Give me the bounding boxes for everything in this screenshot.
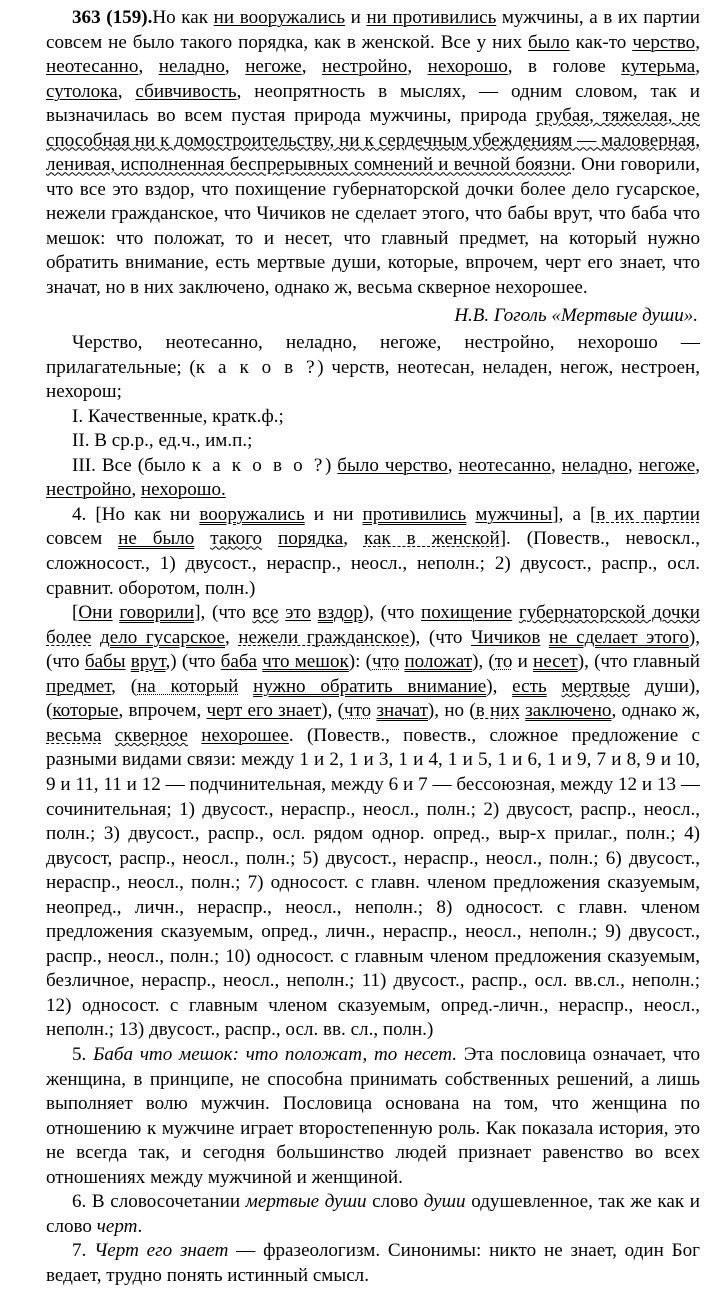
text-run: ),	[486, 675, 513, 697]
item-7-marker: 7.	[72, 1240, 87, 1262]
marked-run-u1: сутолока	[46, 80, 118, 102]
marked-run-u2: противились	[362, 503, 467, 525]
roman-3-pre: Все (было	[95, 454, 192, 476]
item-5-marker: 5.	[72, 1043, 87, 1065]
item-6-c: одушевленное, так же как и слово	[46, 1191, 700, 1237]
text-run: совсем	[46, 528, 119, 550]
marked-run-ut: на который	[137, 675, 239, 697]
text-run: и	[345, 7, 367, 28]
marked-run-u1: неладно	[158, 56, 225, 78]
marked-run-uw: все	[252, 602, 279, 624]
underlined-member: было черство	[337, 454, 448, 476]
underlined-member: неотесанно	[458, 454, 551, 476]
text-run: , (	[111, 675, 138, 697]
text-run: , однако ж,	[611, 700, 700, 722]
marked-run-u2: заключено	[525, 700, 612, 722]
roman-numeral-1: I.	[72, 405, 84, 427]
text-run: ,	[301, 56, 323, 78]
text-run	[101, 725, 114, 746]
text-run: ,	[343, 528, 364, 550]
item-6-phrase-1: мертвые души	[245, 1191, 367, 1213]
text-run: ], (что	[194, 602, 253, 624]
underlined-member: нехорошо.	[140, 479, 226, 501]
marked-run-u2: врут	[130, 651, 166, 673]
marked-run-u1: порядка	[277, 528, 344, 550]
marked-run-u1: нестройно	[322, 56, 408, 78]
text-run	[311, 602, 318, 623]
marked-run-u1: это	[285, 602, 312, 624]
roman-item-3	[46, 454, 700, 503]
text-run	[540, 627, 549, 648]
marked-run-u2: нужно обратить внимание	[253, 675, 487, 697]
exercise-number: 363 (159).	[72, 7, 153, 28]
text-run: ), (что	[46, 626, 701, 673]
marked-run-uw: скверное	[114, 724, 188, 746]
marked-run-uw: такого	[210, 528, 263, 550]
marked-run-u1: баба	[220, 651, 258, 673]
marked-run-u2: что мешок	[262, 651, 349, 673]
text-run: [Но как ни	[86, 503, 200, 525]
item-6-a: В словосочетании	[86, 1191, 246, 1213]
item-5-text: Эта пословица означает, что женщина, в принципе, не способна принимать собственных решений, а лишь выполняет волю мужчин. Пословица основана на том, что женщина по отношению к мужчине играет второстепенную роль. Как показала история, это не всегда так, и сегодня большинство людей признает равенство во всех отношениях между мужчиной и женщиной.	[46, 1043, 700, 1188]
marked-run-ut: что	[343, 700, 372, 722]
text-run: ), (	[472, 651, 495, 673]
underlined-member: нестройно	[46, 479, 132, 501]
morph-intro-b: ) черств, неотесан, неладен, негож, нестроен, нехорош;	[46, 356, 700, 403]
item-4b-body	[46, 602, 700, 1040]
text-run: ): (	[348, 651, 372, 673]
marked-run-u1: кутерьма	[621, 56, 696, 78]
text-run: , в голове	[507, 56, 622, 78]
marked-run-u1: мужчины	[475, 503, 553, 525]
item-4-marker: 4.	[72, 503, 87, 525]
text-run: ), (что главный	[577, 651, 701, 673]
text-run: ,	[407, 56, 428, 78]
text-run: ), (что	[362, 602, 421, 624]
marked-run-u1: Чичиков	[471, 626, 541, 648]
marked-run-u1: черт его знает	[206, 700, 322, 722]
item-6-marker: 6.	[72, 1191, 87, 1213]
morph-question-2: к а к о в о ?	[191, 454, 325, 476]
item-6-phrase-3: черт	[96, 1215, 138, 1237]
text-run: [	[72, 602, 79, 624]
marked-run-u1: было	[528, 31, 570, 53]
marked-run-ut: что	[372, 651, 400, 673]
text-run: ,	[695, 56, 701, 78]
marked-run-uw: губернаторской дочки	[518, 602, 701, 624]
marked-run-ut: то	[494, 651, 513, 673]
text-run: ,	[224, 56, 246, 78]
text-run: ), но (	[427, 700, 476, 722]
marked-run-u2: не было	[118, 528, 195, 550]
marked-run-u2: дело гусарское	[100, 626, 225, 648]
marked-run-u2: вооружались	[199, 503, 305, 525]
marked-run-u1: сбивчивость	[135, 80, 237, 102]
marked-run-u1: негоже	[245, 56, 302, 78]
marked-run-u1: черство	[632, 31, 696, 53]
underlined-member: неладно	[561, 454, 628, 476]
morph-question-1: к а к о в ?	[195, 356, 318, 378]
marked-run-u1: нехорошее	[201, 724, 289, 746]
roman-text-1: Качественные, кратк.ф.;	[83, 405, 284, 427]
text-run	[194, 528, 210, 549]
item-7-b: — фразеологизм. Синонимы: никто не знает, один Бог ведает, трудно понять истинный смысл.	[46, 1240, 700, 1286]
item-6-phrase-2: души	[423, 1191, 466, 1213]
text-run	[238, 676, 253, 697]
text-run: , впрочем,	[118, 700, 207, 722]
roman-numeral-3: III.	[72, 454, 96, 476]
marked-run-ud: в них	[475, 700, 520, 722]
text-run: ), (	[321, 700, 344, 722]
text-run: мужчины, а в их партии совсем не было такого порядка, как в женской. Все у них	[46, 7, 701, 53]
roman-item-2	[46, 429, 700, 454]
underlined-member: негоже	[638, 454, 696, 476]
marked-run-u2: вздор	[317, 602, 363, 624]
marked-run-u2: не сделает этого	[548, 626, 689, 648]
exercise-excerpt-paragraph	[46, 6, 700, 301]
marked-run-ud: как в женской	[363, 528, 500, 550]
marked-run-u2: положат	[404, 651, 473, 673]
text-run: ], а [	[552, 503, 597, 525]
marked-run-ud: более	[46, 626, 92, 648]
analysis-item-4	[46, 503, 700, 601]
marked-run-u2: несет	[533, 651, 578, 673]
morph-intro-a: Черство, неотесанно, неладно, негоже, нестройно, нехорошо — прилагательные; (	[46, 332, 700, 378]
text-run	[188, 725, 201, 746]
text-run: ,	[695, 31, 700, 53]
item-5-proverb: Баба что мешок: что положат, то несет.	[93, 1043, 458, 1065]
text-run: и ни	[304, 503, 363, 525]
marked-run-uw: мертвые	[561, 675, 630, 697]
marked-run-ud: в их партии	[596, 503, 700, 525]
analysis-item-6	[46, 1190, 700, 1239]
marked-run-u2: говорили	[119, 602, 195, 624]
marked-run-ud: нежели гражданское	[238, 626, 410, 648]
item-7-a	[86, 1240, 94, 1261]
marked-run-u1: бабы	[84, 651, 126, 673]
marked-run-ud: весьма	[46, 724, 102, 746]
analysis-item-4b	[46, 601, 700, 1043]
text-run	[512, 602, 519, 623]
excerpt-body	[46, 7, 700, 298]
item-6-d: .	[137, 1215, 143, 1237]
roman-numeral-2: II.	[72, 430, 90, 452]
item-4-body	[46, 504, 700, 599]
text-run: и	[512, 651, 534, 673]
marked-run-u1: которые	[52, 700, 119, 722]
source-attribution: Н.В. Гоголь «Мертвые души».	[454, 304, 698, 326]
roman-item-1	[46, 405, 700, 430]
item-6-b: слово	[366, 1191, 424, 1213]
text-run	[547, 676, 562, 697]
item-7-phrase: Черт его знает	[94, 1240, 229, 1262]
text-run: ]. (Повеств., невоскл., сложносост., 1) двусост., нераспр., неосл., неполн.; 2) двусост., распр., осл. сравнит. оборотом, полн.)	[46, 528, 701, 599]
text-run: Но как	[152, 7, 214, 28]
marked-run-u1: похищение	[421, 602, 513, 624]
marked-run-u2: значат	[376, 700, 428, 722]
analysis-item-5	[46, 1043, 700, 1190]
text-run	[466, 504, 475, 525]
marked-run-u2: есть	[512, 675, 547, 697]
text-run: ,) (что	[165, 651, 221, 673]
analysis-item-7	[46, 1239, 700, 1288]
text-run: ,	[138, 56, 159, 78]
text-run: ,	[117, 80, 136, 102]
text-run: . (Повеств., повеств., сложное предложение с разными видами связи: между 1 и 2, 1 и 3, 1 и 4, 1 и 5, 1 и 6, 1 и 9, 7 и 8, 9 и 10, 9 и 11, 11 и 12 — подчинительная, между 6 и 7 — бессоюзная, между 12 и 13 — сочинительная; 1) двусост., нераспр., неосл., полн.; 2) двусост, распр., неосл., полн.; 3) двусост., распр., осл. рядом однор. опред., выр-х прилаг., полн.; 4) двусост, распр., неосл., полн.; 5) двусост., нераспр., неосл., полн.; 6) двусост., нераспр., неосл., полн.; 7) односост. с главн. членом предложения сказуемым, неопред., личн., нераспр., неосл., неполн.; 8) односост. с главн. членом предложения сказуемым, опред., личн., нераспр., неосл., неполн.; 9) двусост., распр., неосл., полн.; 10) односост. с главным членом предложения сказуемым, безличное, нераспр., неосл., неполн.; 11) двусост., распр., осл. вв.сл., неполн.; 12) односост. с главным членом сказуемым, опред.-личн., нераспр., неосл., неполн.; 13) двусост., распр., осл. вв. сл., полн.)	[46, 724, 700, 1041]
text-run: души), (	[46, 675, 701, 722]
text-run	[92, 627, 101, 648]
marked-run-u1: Они	[78, 602, 113, 624]
morphology-intro	[46, 331, 700, 405]
roman-3-post: )	[324, 454, 338, 476]
roman-3-members: было черство, неотесанно, неладно, негоже, нестройно, нехорошо.	[46, 454, 700, 501]
text-run: . Они говорили, что все это вздор, что похищение губернаторской дочки более дело гусарское, нежели гражданское, что Чичиков не сделает этого, что бабы врут, что баба что мешок: что положат, то и несет, что главный предмет, на который нужно обратить внимание, есть мертвые души, которые, впрочем, черт его знает, что значат, но в них заключено, однако ж, весьма скверное нехорошее.	[46, 154, 700, 299]
marked-run-u1: нехорошо	[427, 56, 508, 78]
text-run: ,	[225, 626, 239, 648]
marked-run-uw: грубая, тяжелая, не способная ни к домостроительству, ни к сердечным убеждениям — маловерная, ленивая, исполненная беспрерывных сомнений и вечной боязни	[46, 105, 700, 176]
marked-run-u1: неотесанно	[46, 56, 139, 78]
text-run: , неопрятность в мыслях, — одним словом, так и вызначилась во всем пустая природа мужчины, природа	[46, 80, 700, 127]
text-run	[262, 528, 278, 549]
text-run: как-то	[569, 31, 633, 53]
marked-run-u1: ни противились	[366, 7, 497, 28]
marked-run-u1: ни вооружались	[213, 7, 346, 28]
marked-run-u1: предмет	[46, 675, 112, 697]
text-run: ), (что	[409, 626, 472, 648]
roman-text-2: В ср.р., ед.ч., им.п.;	[89, 430, 253, 452]
